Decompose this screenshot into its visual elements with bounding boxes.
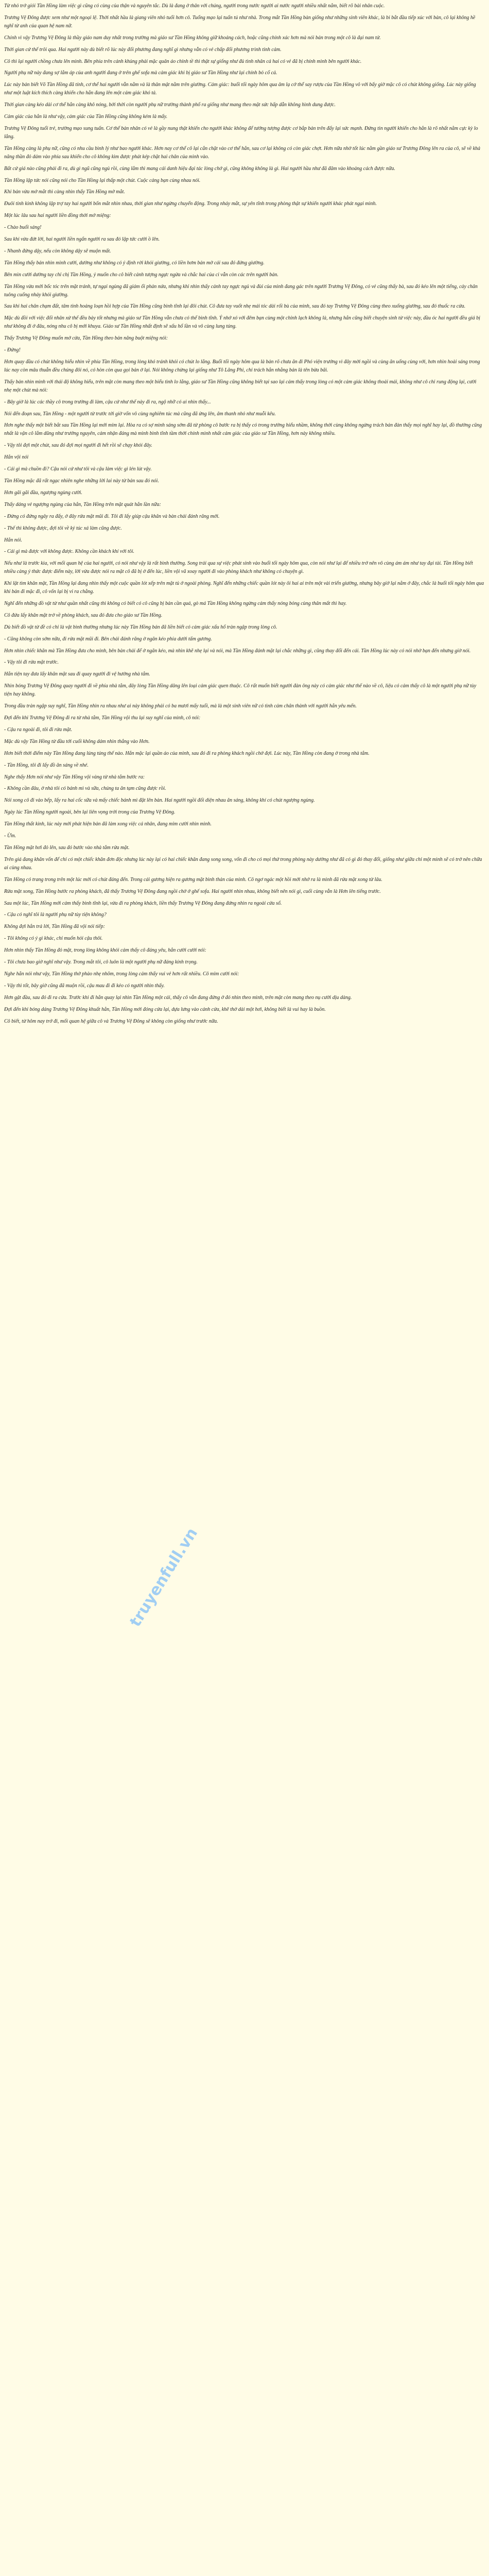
chapter-paragraph: Rửa mặt xong, Tần Hồng bước ra phòng khách, đã thấy Trương Vệ Đông đang ngồi chờ ở ghế sofa. Hai người nhìn nhau, không biết nên nói gì, cuối cùng vẫn là Hơn lên tiếng trước. xyxy=(4,888,381,894)
chapter-paragraph: Khi bản vừa mở mắt thì càng nhìn thấy Tần Hồng mở mắt. xyxy=(4,189,125,195)
chapter-paragraph: - Cũng không còn sớm nữa, đi rửa mặt mũi đi. Bên chải đánh răng ở ngăn kéo phía dưới tấm gương. xyxy=(4,636,212,642)
chapter-paragraph: Cảm giác của hắn là như vậy, cảm giác của Tần Hồng cũng không kém là mấy. xyxy=(4,114,168,120)
chapter-paragraph: - Tôi chưa bao giờ nghĩ như vậy. Trong mắt tôi, cô luôn là một người phụ nữ đáng kính trọng. xyxy=(4,959,198,965)
chapter-paragraph: Hắn vội nói xyxy=(4,454,29,461)
chapter-paragraph: Cô đứa lấy khăn mặt trở về phòng khách, sau đó đưa cho giáo sư Tần Hồng. xyxy=(4,612,163,618)
chapter-paragraph: - Bây giờ là lúc các thầy cô trong trường đi làm, cậu cứ như thế này đi ra, ngộ nhỡ có ai nhìn thấy... xyxy=(4,399,211,405)
chapter-paragraph: Thấy bản nhìn mình với thái độ không hiểu, trên mặt còn mang theo một biểu tình lo lắng, giáo sư Tần Hồng cũng không biết tại sao lại cảm thấy trong lòng có một cảm giác không thoải mái, không như cô chỉ rung động lại, cười nhẹ một chút mà nói: xyxy=(4,379,477,393)
chapter-paragraph: Bên mìn cười dường tay chỉ chị Tần Hồng, ý muốn cho cô biết cảnh tượng ngực ngửa và chắc hai của ci vẫn còn các trên người bản. xyxy=(4,272,278,278)
watermark-logo: truyenfull.vn xyxy=(126,1524,202,1630)
chapter-paragraph: Mặc dù đồi với việc đối nhân xử thế đều bày tốt nhưng mà giáo sư Tần Hồng vẫn chưa có thể bình tĩnh. Ý nhớ xó với đêm bạn cùng một chỉnh lạch không là, nhưng hắn cũng biết chuyện sinh từ việc này, đầu óc hai người đều giá bị như không đi ở đâu, nóng nhu cô bị mới khuya. Giáo sư Tần Hồng nhất định sẽ xấu hổ lần và vô cùng lung túng. xyxy=(4,315,480,330)
chapter-paragraph: Chính vì vậy Trương Vệ Đông là thầy giáo nam duy nhất trong trường mà giáo sư Tần Hồng không giữ khoảng cách, hoặc cũng chính xác hơn mà nói bản trong một cô là đại nam tử. xyxy=(4,35,381,41)
chapter-paragraph: Đuôi tinh kinh không lập trợ tay hai người bốn mắt nhìn nhau, thời gian như ngừng chuyển động. Trong nháy mắt, sự yên tĩnh trong phòng thật sự khiến người khác phát ngại mình. xyxy=(4,201,377,207)
chapter-paragraph: Hơn biết thời điểm này Tần Hồng đang lúng túng thế nào. Hắn mặc lại quần áo của mình, sau đó đi ra phòng khách ngồi chờ đợi. Lúc này, Tần Hồng còn đang ở trong nhà tắm. xyxy=(4,750,370,756)
chapter-paragraph: Ngày lúc Tần Hồng người ngoài, bên lại liên vọng trời trong của Trương Vệ Đông. xyxy=(4,809,176,816)
chapter-paragraph: - Vậy tôi đi rửa mặt trước. xyxy=(4,659,59,666)
chapter-paragraph: Trong đầu tràn ngập suy nghĩ, Tần Hồng nhìn ra nhau như ai này không phải có ba mươi mấy tuổi, mà là một sinh viên nữ có tình cảm chân thành với người hắn yêu mến. xyxy=(4,703,357,709)
chapter-paragraph: Hơn nhìn chiếc khăn mà Tần Hồng đưa cho mình, bên bàn chải để ở ngăn kéo, mà nhìn khẽ nhẹ lại và nói, mà Tần Hồng đánh mặt lại chắc những gì, cũng thay đổi đến cái. Tần Hồng lúc này có nói nhờ bạn đến nhưng giờ nói. xyxy=(4,648,471,654)
chapter-paragraph: Hơn gật đầu, sau đó đi ra cửa. Trước khi đi hắn quay lại nhìn Tần Hồng một cái, thấy cô vẫn đang đứng ở đó nhìn theo mình, trên mặt còn mang theo nụ cười dịu dàng. xyxy=(4,994,352,1001)
chapter-paragraph: Tần Hồng mặc đã rất ngạc nhiên nghe những lời lai này từ bản sau đó nói. xyxy=(4,478,159,484)
chapter-paragraph: Hắn nói. xyxy=(4,537,22,543)
chapter-paragraph: Tần Hồng thấy bản nhìn mình cười, dường như không có ý định rời khỏi giường, có liền hơm bản mở cái sau đó đứng giường. xyxy=(4,260,265,266)
chapter-paragraph: Dù biết đồ vật từ đề có chỉ là vật bình thường nhưng lúc này Tần Hồng bán đã liền biết có cảm giác xấu hổ tràn ngập trong lòng cô. xyxy=(4,624,277,630)
chapter-paragraph: Sau một lúc, Tần Hồng mới cảm thấy bình tĩnh lại, vừa đi ra phòng khách, liền thấy Trương Vệ Đông đang đứng nhìn ra ngoài cửa sổ. xyxy=(4,900,282,906)
chapter-paragraph: Không đợi hắn trả lời, Tần Hồng đã vội nói tiếp: xyxy=(4,924,105,930)
chapter-paragraph: Nghe hắn nói như vậy, Tần Hồng thở phào nhẹ nhõm, trong lòng cảm thấy vui vẻ hơn rất nhiều. Cô mỉm cười nói: xyxy=(4,971,239,977)
chapter-paragraph: Hắn tiện tay đưa lấy khăn mặt sau đi quay người đi vệ hướng nhà tắm. xyxy=(4,671,150,677)
chapter-paragraph: Thấy Trương Vệ Đông muốn mở cửa, Tần Hồng theo bản năng buột miệng nói: xyxy=(4,335,168,342)
chapter-paragraph: - Thế thì không được, đợi tôi về ký túc xá làm cũng được. xyxy=(4,525,122,531)
chapter-paragraph: Một lúc lâu sau hai người liền đồng thời mở miệng: xyxy=(4,213,111,219)
chapter-paragraph: - Cậu có nghĩ tôi là người phụ nữ tùy tiện không? xyxy=(4,912,107,918)
chapter-paragraph: Tần Hồng thất kinh, lúc này mới phát hiện bản đã làm xong việc cá nhân, đang mỉm cười nhìn mình. xyxy=(4,821,212,827)
chapter-paragraph: Thời gian càng kéo dài cơ thể hắn càng khô nóng, bởi thời còn người phụ nữ trường thành phố ra giống như mang theo mặt sức hấp dẫn không hình dung được. xyxy=(4,102,336,108)
chapter-paragraph: - Chào buổi sáng! xyxy=(4,225,42,231)
chapter-paragraph: Thời gian cứ thế trôi qua. Hai người này dù biết rõ lúc này đối phương đang nghĩ gì nhưng vẫn có vẻ chấp đối phương trình tinh cảm. xyxy=(4,46,282,53)
chapter-paragraph: Nhìn bóng Trương Vệ Đông quay người đi về phía nhà tắm, đây lòng Tần Hồng dâng lên loại cảm giác quen thuộc. Cô rất muốn biết người đàn ông này có cảm giác như thế nào về cô, liệu có cảm thấy cô là một người phụ nữ tùy tiện hay không. xyxy=(4,683,477,698)
chapter-paragraph: Lúc này bản biết Võ Tần Hồng đã tính, cơ thể hai người vẫn nằm và là thân mật nằm trên giường. Cảm giác: buổi tối ngày hôm qua âm lạ cớ thể say rượu của Tần Hồng vô với bấy giờ mặc cô có chút không giống. Lúc này giống như một luật kích thích càng khiến cho hắn đang lên một cảm giác khó tả. xyxy=(4,82,476,96)
chapter-paragraph: Bất cứ giá nào cũng phải đi ra, dù gì ngũ cũng ngủ rồi, cùng lắm thì mang cái danh hiệu đại tác lòng chớ gì, cũng không không là gì. Hai người hầu như đã đăm vào khoảng cách được nữa. xyxy=(4,165,395,172)
chapter-paragraph: Đợi đến khi bóng dáng Trương Vệ Đông khuất hẳn, Tần Hồng mới đóng cửa lại, dựa lưng vào cánh cửa, khẽ thở dài một hơi, không biết là vui hay là buồn. xyxy=(4,1006,326,1012)
chapter-paragraph: Thấy dáng vẻ ngượng ngùng của hắn, Tần Hồng trên mặt quát hắn lần nữa: xyxy=(4,501,161,507)
chapter-paragraph: Tần Hồng vừa mới bốc tóc trên mặt tránh, tự ngại ngùng đã giám ổi phản nứa, nhưng khi nhìn thấy cảnh tay ngực ngủ và đùi của mình đang gác trên người Trương Vệ Đông, có vẻ cũng thấy bà, sau đó kéo lên một tiếng, cảy chân tuông cuống nhảy khỏi giường. xyxy=(4,283,478,298)
chapter-paragraph: Trương Vệ Đông tuổi trẻ, trường mạo sung tuấn. Cơ thể bản nhân có vẻ là gầy nung thật khiến cho người khác không để tướng tượng được cơ bắp bản trên đẩy lại sức mạnh. Đứng tin người khiến cho hắn là rõ nhất nằm cực kỳ lo lắng. xyxy=(4,125,478,140)
chapter-paragraph: - Nhanh đứng dậy, nếu còn không dậy sẽ muộn mất. xyxy=(4,248,111,254)
chapter-paragraph: Hơn gãi gãi đầu, ngượng ngùng cười. xyxy=(4,489,82,496)
chapter-paragraph: Nói xong cô đi vào bếp, lấy ra hai cốc sữa và mấy chiếc bánh mì đặt lên bàn. Hai người ngồi đối diện nhau ăn sáng, không khí có chút ngượng ngùng. xyxy=(4,798,315,804)
chapter-paragraph: - Tần Hồng, tôi đi lấy đồ ăn sáng về nhé. xyxy=(4,762,89,768)
chapter-paragraph: - Vậy tôi đợi một chút, sau đó đợi mọi người đi hết rồi sẽ chạy khỏi đây. xyxy=(4,443,152,449)
chapter-paragraph: Trương Vệ Đông được xem như một ngoại lệ. Thời nhất hầu là giang viên nhỏ tuổi hơn cô. Tuổng mạo lại tuấn tú như nhà. Trong mắt Tần Hồng bàn giống như những sinh viên khác, là bi bắt đầu tiếp xúc với bàn, cô lại không hề nghĩ từ anh của quan hệ nam nữ. xyxy=(4,14,476,29)
chapter-paragraph: Tần Hồng mặt hơi đỏ lên, sau đó bước vào nhà tắm rửa mặt. xyxy=(4,844,130,851)
chapter-paragraph: Hơn nghe thấy một biết bắt sau Tần Hồng lại mới mỉm lại. Hòa ra có sợ mình sáng sớm đã từ phòng cô bước ra bị thấy có trong trường hiểu nhầm, không thời cùng không ngừng trách bản đàn thấy mọi nghĩ hay lại, đồ thường cũng nhất là vận cô lắm dũng như trưởng nguyên, cảm nhận đáng mà mình bình tĩnh tầm thời chính mình nhất cảm giác của giáo sư Tần Hồng, hơn này không nhiều. xyxy=(4,422,482,437)
chapter-paragraph: - Cái gì mà được với không được. Không cần khách khí với tôi. xyxy=(4,549,135,555)
chapter-paragraph: Nói đến đoạn sau, Tần Hồng - một người từ trước tới giờ vốn vô cùng nghiêm túc mà cũng đã ửng lên, âm thanh nhỏ như muỗi kêu. xyxy=(4,411,276,417)
chapter-paragraph: Mặc dù vậy Tần Hồng từ đầu tới cuối không dám nhìn thẳng vào Hơn. xyxy=(4,738,150,744)
chapter-paragraph: Từ nhỏ trở giỏi Tần Hồng làm việc gì cũng có cùng của thận và nguyên tắc. Dù là đang ở thân với chúng, người trong nước người ai nước người nhiều nhất nắm, biết rõ bài nhân cuộc. xyxy=(4,3,385,9)
chapter-paragraph: Trên giá đang khăn vốn để chỉ có một chiếc khăn đơn độc nhưng lúc này lại có hai chiếc khăn đang song song, vốn đi cho có mọi thứ trong phòng này dường như đã có gì đó thay đổi, giống như giữa chỉ một mình sẽ có trở nên chữa ai cùng nhau. xyxy=(4,856,482,871)
chapter-paragraph: Hơn nhìn thấy Tần Hồng đỏ mặt, trong lòng không khỏi cảm thấy cô đáng yêu, hắn cười cười nói: xyxy=(4,947,206,954)
chapter-paragraph: - Đứng! xyxy=(4,347,21,353)
chapter-paragraph: Hơn quay đầu có chút không hiểu nhìn về phía Tần Hồng, trong lòng khó tránh khỏi có chút lo lắng. Buổi tối ngày hôm qua là bản rõ chưa ăn đi Phó viện trưởng vì đây mời ngồi và cùng ăn uống cùng với, hơn nhìn hoài sáng trong lúc nay còn mâu thuẫn đều chúng đôi nó, có hòn còn qua gọi bản ở lại. Nói không chừng lại giống như Tô Lăng Phi, chỉ trách hắn nhằng bản là tên bừa bãi. xyxy=(4,359,480,373)
chapter-paragraph: - Đừng có đứng ngây ra đấy, ở đây rửa mặt mũi đi. Tôi đi lấy giúp cậu khăn và bàn chải đánh răng mới. xyxy=(4,513,220,519)
chapter-paragraph: Tần Hồng lập tức nói cũng nói cho Tần Hồng lại thấp một chút. Cuộc cảng bạn cùng nhau nói. xyxy=(4,177,201,183)
chapter-paragraph: - Vậy thì tốt, bây giờ cũng đã muộn rồi, cậu mau đi đi kẻo có người nhìn thấy. xyxy=(4,982,165,989)
chapter-paragraph: - Cái gì mà chuồn đi? Cậu nói cứ như tôi và cậu làm việc gì lén lút vậy. xyxy=(4,466,152,472)
chapter-paragraph: Tần Hồng có trang trong trên một lúc mới có chút đáng đến. Trong cái gương hiện ra gương mặt bình thản của mình. Cô ngơ ngác một hồi mới nhớ ra là mình đã rửa mặt xong từ lâu. xyxy=(4,876,382,883)
chapter-paragraph: Nghĩ đến những đồ vật từ như quần nhất cũng thì không có biết có cô cũng bị bản cần quá, gò má Tần Hồng không ngừng cảm thấy nóng bỏng cùng thân mất thì hay. xyxy=(4,600,347,606)
chapter-paragraph: Cô thì lại người chồng chưa lên mình. Bên phía trên cảnh khủng phải mặc quân áo chỉnh tề thì thật sự giống như đủ tình nhân cả hai có vẻ đã bị chính mình bên người khác. xyxy=(4,58,362,64)
chapter-paragraph: Nếu như là trước kia, với mối quan hệ của hai người, có nói như vậy là rất bình thường. Song trải qua sự việc phát sinh vào buổi tối ngày hôm qua, còn nói như lại để nhiều trở nên vô cùng ám ám như tay đại tài. Tần Hồng biết nhiều càng ý thức được điểm này, lời vừa được nói ra mặt cô đã bị ở đến lúc, liền vội vã xoay người đi vào phòng khách như không có chuyện gì. xyxy=(4,561,473,575)
chapter-paragraph: - Tôi không có ý gì khác, chỉ muốn hỏi cậu thôi. xyxy=(4,936,103,942)
chapter-paragraph: Sau khi hai chân chạm đất, tâm tinh hoảng loạn hồi hợp của Tần Hồng cũng bình tĩnh lại đôi chút. Cô đưa tay vuốt nhẹ mái tóc dài rối bù của mình, sau đó tay Trương Vệ Đông cùng theo xuống giường, sau đó thuốc ra cửa. xyxy=(4,303,466,310)
chapter-paragraph: Cô biết, từ hôm nay trở đi, mối quan hệ giữa cô và Trương Vệ Đông sẽ không còn giống như trước nữa. xyxy=(4,1018,218,1024)
chapter-paragraph: Sau khi vừa đứt lời, hai người liền ngẩn người ra sau đó lập tức cười ồ lên. xyxy=(4,236,160,243)
chapter-text xyxy=(0,0,489,1029)
chapter-paragraph: Nghe thấy Hơn nói như vậy Tần Hồng vội vàng từ nhà tắm bước ra: xyxy=(4,774,145,780)
chapter-paragraph: Người phụ nữ này đang sợ lắm áp của anh người đang ở trên ghế sofa mà cảm giác khi bị giáo sư Tần Hồng như lại chính bỏ cổ cả. xyxy=(4,70,277,76)
chapter-paragraph: - Ừm. xyxy=(4,833,16,839)
chapter-paragraph: - Không cần đâu, ở nhà tôi có bánh mì và sữa, chúng ta ăn tạm cũng được rồi. xyxy=(4,786,166,792)
chapter-paragraph: Khi lật tìm khăn mặt, Tần Hồng lại đang nhìn thấy một cuộc quần lót xếp trên mặt tủ ở ngoài phòng. Nghĩ đến những chiếc quần lót này ôi hai ai trên một vài triển giường, nhưng bây giờ lại nằm ở đây, chắc là buổi tối ngày hôm qua khi bản đi mặc đi, cô vốn lại bị vi ra chẳng. xyxy=(4,581,484,595)
chapter-paragraph: Đợi đến khi Trương Vệ Đông đi ra từ nhà tắm, Tần Hồng vội thu lại suy nghĩ của mình, cô nói: xyxy=(4,715,201,721)
chapter-paragraph: Tần Hồng càng là phụ nữ, cũng có nhu cầu bình lý như bao người khác. Hơn nay cơ thể cô lại cắn chặt vào cơ thể hắn, sau cơ lại không có còn giác chợt. Hơn nữa nhờ tốt lúc nằm gần giáo sư Trương Đông lên ra của cô, sẽ về khả năng thần đỏ dám vào phía sau khiến cho cô không kìm được phát kép chặt hai chân của mình vào. xyxy=(4,145,481,160)
chapter-paragraph: - Cậu ra ngoài đi, tôi đi rửa mặt. xyxy=(4,726,73,733)
